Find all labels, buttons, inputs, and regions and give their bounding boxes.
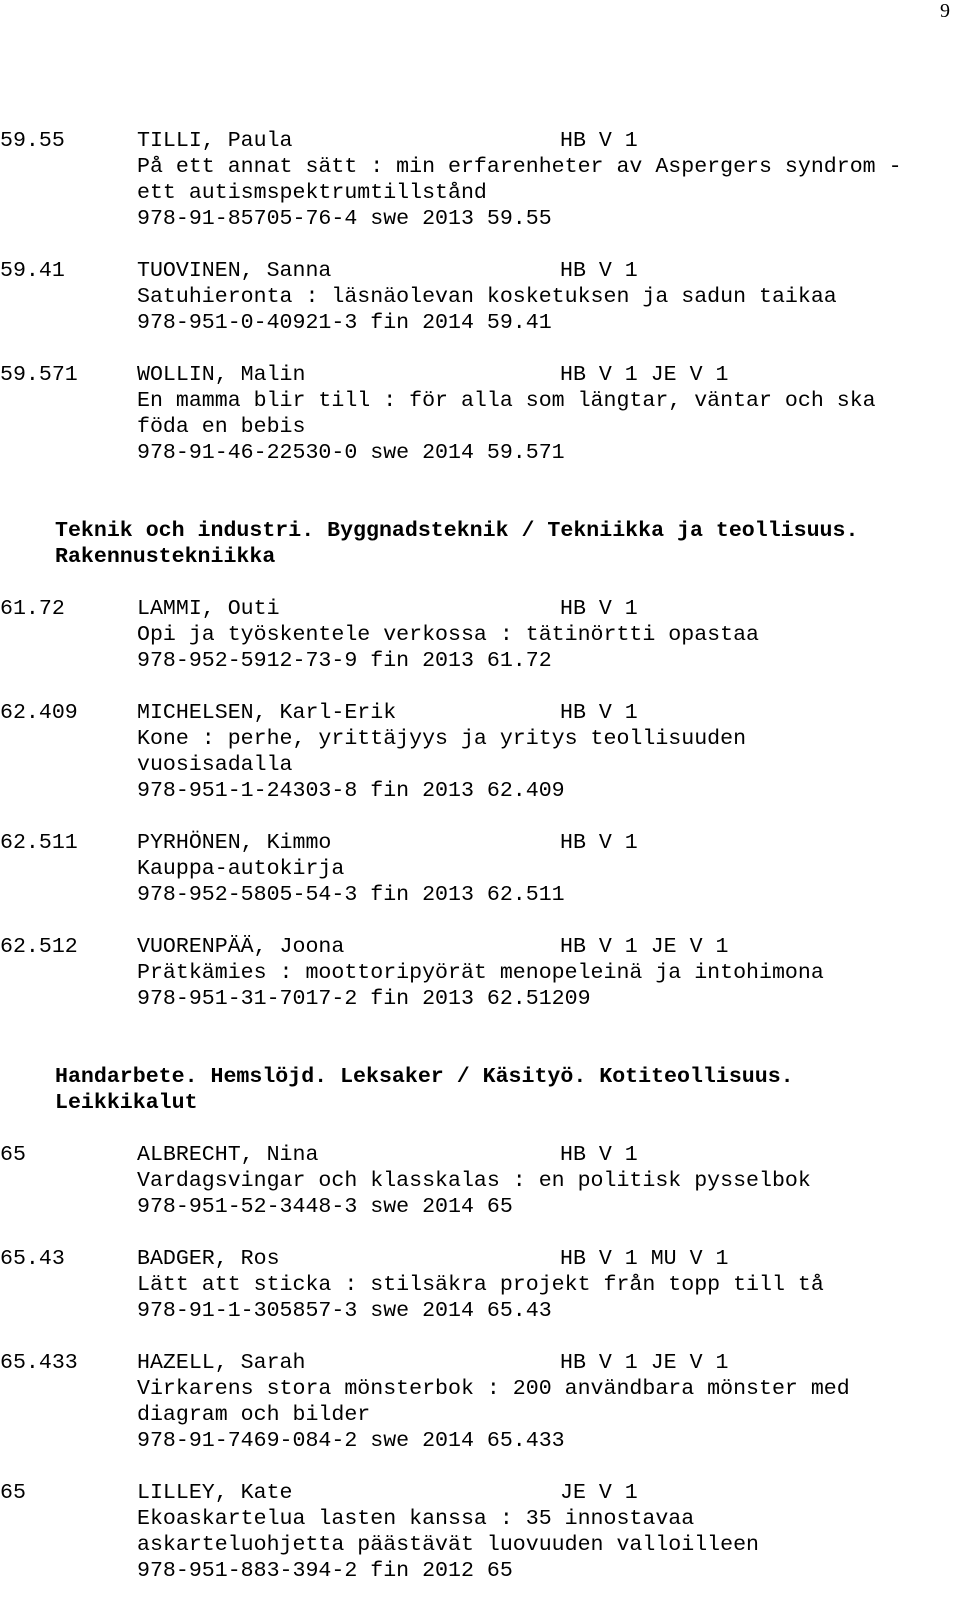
author-name: BADGER, Ros	[137, 1247, 280, 1271]
entry-detail-line: 978-951-52-3448-3 swe 2014 65	[137, 1195, 513, 1219]
entry-detail-line: På ett annat sätt : min erfarenheter av Aspergers syndrom -	[137, 155, 902, 179]
section-heading	[0, 518, 960, 570]
holdings-info: HB V 1	[560, 129, 638, 153]
entry-detail-line: Satuhieronta : läsnäolevan kosketuksen ja sadun taikaa	[137, 285, 837, 309]
catalog-list	[0, 128, 960, 1610]
entry-detail-line: Opi ja työskentele verkossa : tätinörtti opastaa	[137, 623, 760, 647]
author-name: TILLI, Paula	[137, 129, 293, 153]
entry-detail-line: 978-951-883-394-2 fin 2012 65	[137, 1559, 513, 1583]
classification-code: 65.433	[0, 1351, 78, 1375]
holdings-info: HB V 1 JE V 1	[560, 1351, 729, 1375]
entry-detail-line: 978-91-85705-76-4 swe 2013 59.55	[137, 207, 552, 231]
author-name: LILLEY, Kate	[137, 1481, 293, 1505]
section-heading-line: Teknik och industri. Byggnadsteknik / Tekniikka ja teollisuus.	[55, 519, 859, 543]
author-name: MICHELSEN, Karl-Erik	[137, 701, 397, 725]
holdings-info: HB V 1 JE V 1	[560, 363, 729, 387]
classification-code: 59.41	[0, 259, 65, 283]
section-heading-line: Handarbete. Hemslöjd. Leksaker / Käsityö. Kotiteollisuus.	[55, 1065, 794, 1089]
classification-code: 65.43	[0, 1247, 65, 1271]
entry-detail-line: 978-91-46-22530-0 swe 2014 59.571	[137, 441, 565, 465]
section-heading-line: Rakennustekniikka	[55, 545, 276, 569]
entry-detail-line: Prätkämies : moottoripyörät menopeleinä ja intohimona	[137, 961, 824, 985]
classification-code: 59.571	[0, 363, 78, 387]
classification-code: 62.511	[0, 831, 78, 855]
entry-detail-line: Ekoaskartelua lasten kanssa : 35 innostavaa	[137, 1507, 695, 1531]
holdings-info: HB V 1	[560, 597, 638, 621]
entry-detail-line: Kauppa-autokirja	[137, 857, 345, 881]
catalog-entry	[0, 830, 960, 908]
classification-code: 65	[0, 1143, 26, 1167]
entry-detail-line: En mamma blir till : för alla som längtar, väntar och ska	[137, 389, 876, 413]
entry-detail-line: 978-952-5912-73-9 fin 2013 61.72	[137, 649, 552, 673]
catalog-entry	[0, 596, 960, 674]
catalog-entry	[0, 700, 960, 804]
author-name: LAMMI, Outi	[137, 597, 280, 621]
section-heading-line: Leikkikalut	[55, 1091, 198, 1115]
catalog-entry	[0, 1480, 960, 1584]
entry-detail-line: Virkarens stora mönsterbok : 200 användbara mönster med	[137, 1377, 850, 1401]
author-name: HAZELL, Sarah	[137, 1351, 306, 1375]
catalog-entry	[0, 1142, 960, 1220]
entry-detail-line: Vardagsvingar och klasskalas : en politisk pysselbok	[137, 1169, 811, 1193]
holdings-info: JE V 1	[560, 1481, 638, 1505]
holdings-info: HB V 1	[560, 259, 638, 283]
author-name: ALBRECHT, Nina	[137, 1143, 319, 1167]
entry-detail-line: föda en bebis	[137, 415, 306, 439]
page-number: 9	[940, 0, 950, 22]
entry-detail-line: 978-951-0-40921-3 fin 2014 59.41	[137, 311, 552, 335]
holdings-info: HB V 1 JE V 1	[560, 935, 729, 959]
catalog-entry	[0, 362, 960, 466]
classification-code: 62.512	[0, 935, 78, 959]
author-name: WOLLIN, Malin	[137, 363, 306, 387]
entry-detail-line: askarteluohjetta päästävät luovuuden valloilleen	[137, 1533, 760, 1557]
entry-detail-line: vuosisadalla	[137, 753, 293, 777]
entry-detail-line: 978-952-5805-54-3 fin 2013 62.511	[137, 883, 565, 907]
author-name: PYRHÖNEN, Kimmo	[137, 831, 332, 855]
entry-detail-line: 978-91-1-305857-3 swe 2014 65.43	[137, 1299, 552, 1323]
catalog-entry	[0, 1350, 960, 1454]
classification-code: 61.72	[0, 597, 65, 621]
entry-detail-line: Lätt att sticka : stilsäkra projekt från topp till tå	[137, 1273, 824, 1297]
holdings-info: HB V 1 MU V 1	[560, 1247, 729, 1271]
author-name: TUOVINEN, Sanna	[137, 259, 332, 283]
holdings-info: HB V 1	[560, 1143, 638, 1167]
entry-detail-line: 978-91-7469-084-2 swe 2014 65.433	[137, 1429, 565, 1453]
section-heading	[0, 1064, 960, 1116]
holdings-info: HB V 1	[560, 831, 638, 855]
entry-detail-line: diagram och bilder	[137, 1403, 371, 1427]
entry-detail-line: 978-951-31-7017-2 fin 2013 62.51209	[137, 987, 591, 1011]
author-name: VUORENPÄÄ, Joona	[137, 935, 345, 959]
entry-detail-line: 978-951-1-24303-8 fin 2013 62.409	[137, 779, 565, 803]
classification-code: 65	[0, 1481, 26, 1505]
classification-code: 62.409	[0, 701, 78, 725]
entry-detail-line: Kone : perhe, yrittäjyys ja yritys teollisuuden	[137, 727, 747, 751]
holdings-info: HB V 1	[560, 701, 638, 725]
entry-detail-line: ett autismspektrumtillstånd	[137, 181, 487, 205]
catalog-entry	[0, 128, 960, 232]
catalog-entry	[0, 1246, 960, 1324]
classification-code: 59.55	[0, 129, 65, 153]
catalog-entry	[0, 258, 960, 336]
catalog-entry	[0, 934, 960, 1012]
